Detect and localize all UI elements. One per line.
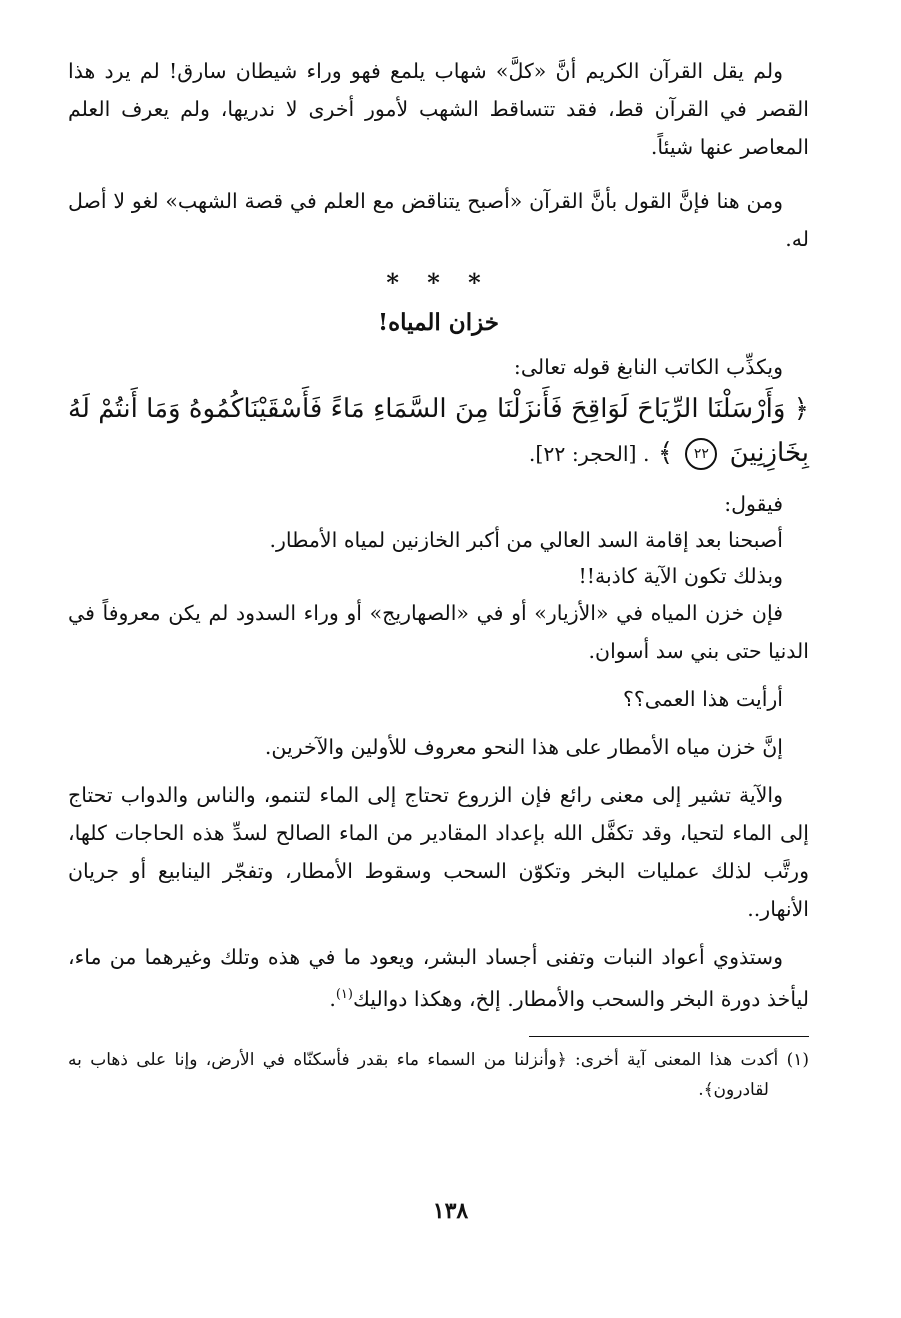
section-separator: * * * (386, 268, 491, 297)
claim-line: فيقول: (724, 492, 783, 516)
paragraph-water-cycle: وستذوي أعواد النبات وتفنى أجساد البشر، ويعود ما في هذه وتلك وغيرهما من ماء، ليأخذ دورة البخر والسحب والأمطار. إلخ، وهكذا دواليك$^{(١)}$. (68, 945, 809, 1011)
paragraph-blindness: أرأيت هذا العمى؟؟ (623, 687, 783, 711)
page-number: ١٣٨ (432, 1198, 469, 1224)
claim-line: أصبحنا بعد إقامة السد العالي من أكبر الخازنين لمياه الأمطار. (269, 528, 783, 552)
quran-verse-close: ﴾ (657, 438, 674, 468)
quran-verse (68, 387, 809, 476)
footnote-reference: (١) (335, 987, 353, 1002)
water-cycle-text: وستذوي أعواد النبات وتفنى أجساد البشر، ويعود ما في هذه وتلك وغيرهما من ماء، ليأخذ دورة البخر والسحب والأمطار. إلخ، وهكذا دواليك (68, 945, 809, 1011)
paragraph-water-storage: فإن خزن المياه في «الأزيار» أو في «الصهاريج» أو وراء السدود لم يكن معروفاً في الدنيا حتى بني سد أسوان. (68, 601, 809, 663)
paragraph-conclusion: ومن هنا فإنَّ القول بأنَّ القرآن «أصبح يتناقض مع العلم في قصة الشهب» لغو لا أصل له. (68, 189, 809, 251)
claim-line: وبذلك تكون الآية كاذبة!! (578, 564, 783, 588)
intro-line: ويكذِّب الكاتب النابغ قوله تعالى: (513, 355, 783, 379)
section-heading: خزان المياه! (378, 309, 499, 336)
paragraph-verse-meaning: والآية تشير إلى معنى رائع فإن الزروع تحتاج إلى الماء لتنمو، والناس والدواب تحتاج إلى الماء لتحيا، وقد تكفَّل الله بإعداد المقادير من الماء الصالح لسدِّ هذه الحاجات كلها، ورتَّب لذلك عمليات البخر وتكوّن السحب وسقوط الأمطار، وتفجّر الينابيع أو جريان الأنهار.. (68, 783, 809, 921)
paragraph-known-to-all: إنَّ خزن مياه الأمطار على هذا النحو معروف للأولين والآخرين. (264, 735, 783, 759)
footnote (68, 1045, 809, 1105)
paragraph-shooting-stars: ولم يقل القرآن الكريم أنَّ «كلَّ» شهاب يلمع فهو وراء شيطان سارق! لم يرد هذا القصر في القرآن قط، فقد تتساقط الشهب لأمور أخرى لا ندريها، ولم يعرف العلم المعاصر عنها شيئاً. (68, 59, 809, 159)
footnote-marker: (١) (786, 1049, 809, 1070)
surah-citation: . [الحجر: ٢٢]. (528, 442, 650, 466)
footnote-text: أكدت هذا المعنى آية أخرى: ﴿وأنزلنا من السماء ماء بقدر فأسكنّاه في الأرض، وإنا على ذهاب به لقادرون﴾. (68, 1049, 779, 1100)
quran-verse-text: ﴿ وَأَرْسَلْنَا الرِّيَاحَ لَوَاقِحَ فَأَنزَلْنَا مِنَ السَّمَاءِ مَاءً فَأَسْقَيْنَاكُمُوهُ وَمَا أَنتُمْ لَهُ بِخَازِنِينَ (68, 394, 809, 468)
verse-number-ornament: ٢٢ (685, 438, 717, 470)
footnote-rule (529, 1036, 809, 1037)
